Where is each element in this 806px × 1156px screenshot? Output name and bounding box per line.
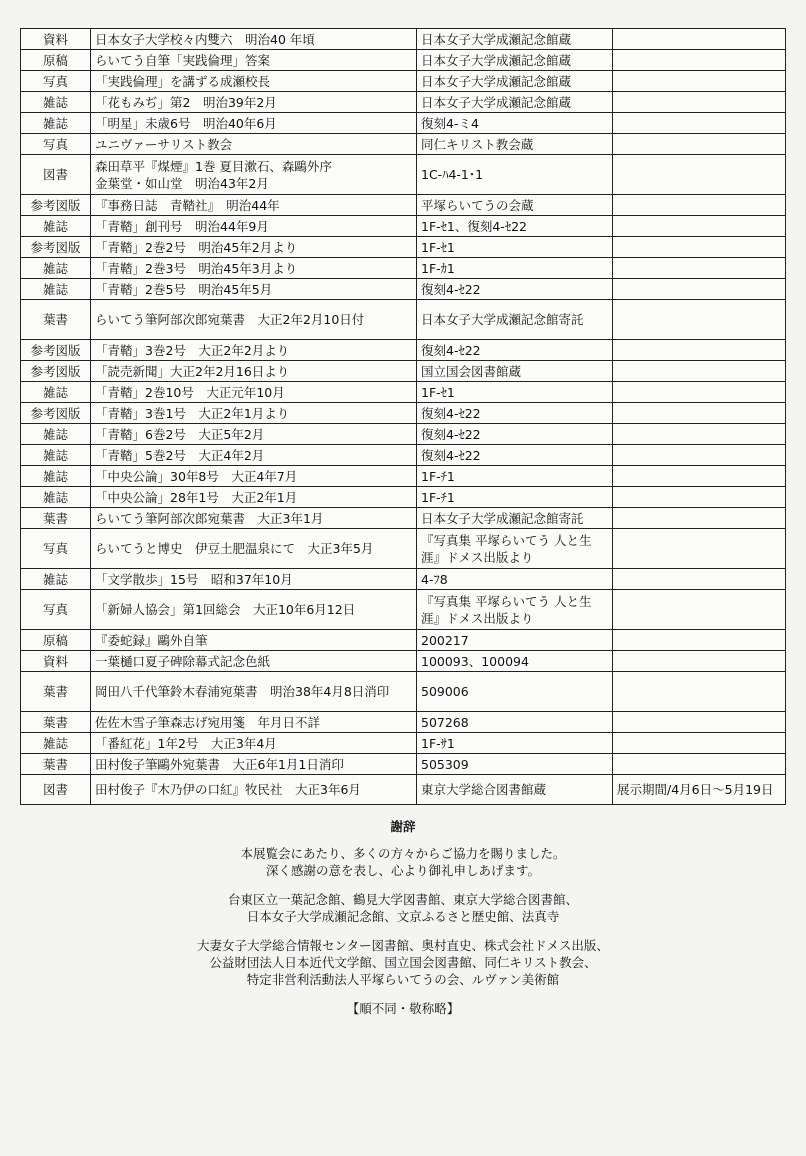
acknowledgment-intro-line: 深く感謝の意を表し、心より御礼申しあげます。 [265,863,540,878]
table-row [21,29,786,50]
acknowledgment-section [0,818,806,1017]
source-cell: 1F-ｾ1 [417,237,613,258]
source-cell: 復刻4-ｾ22 [417,340,613,361]
note-cell [613,29,786,50]
description-cell: 「読売新聞」大正2年2月16日より [91,361,417,382]
note-cell [613,424,786,445]
source-cell: 日本女子大学成瀬記念館寄託 [417,300,613,340]
description-cell: 田村俊子『木乃伊の口紅』牧民社 大正3年6月 [91,775,417,805]
note-cell [613,113,786,134]
table-row [21,258,786,279]
note-cell [613,508,786,529]
note-cell [613,445,786,466]
table-row [21,300,786,340]
source-cell: 東京大学総合図書館蔵 [417,775,613,805]
note-cell: 展示期間/4月6日～5月19日 [613,775,786,805]
description-cell: 佐佐木雪子筆森志げ宛用箋 年月日不詳 [91,712,417,733]
description-cell: 「青鞜」6巻2号 大正5年2月 [91,424,417,445]
source-cell: 『写真集 平塚らいてう 人と生涯』ドメス出版より [417,590,613,630]
note-cell [613,630,786,651]
source-cell: 復刻4-ｾ22 [417,279,613,300]
source-cell: 日本女子大学成瀬記念館蔵 [417,29,613,50]
category-cell: 参考図版 [21,195,91,216]
description-cell: らいてう筆阿部次郎宛葉書 大正3年1月 [91,508,417,529]
description-cell: 「青鞜」2巻2号 明治45年2月より [91,237,417,258]
table-row [21,508,786,529]
category-cell: 雑誌 [21,216,91,237]
source-cell: 復刻4-ｾ22 [417,445,613,466]
note-cell [613,92,786,113]
source-cell: 1F-ｾ1 [417,382,613,403]
description-cell: らいてう自筆「実践倫理」答案 [91,50,417,71]
table-row [21,71,786,92]
table-row [21,630,786,651]
note-cell [613,487,786,508]
description-cell: 「青鞜」2巻5号 明治45年5月 [91,279,417,300]
description-cell: ユニヴァーサリスト教会 [91,134,417,155]
description-cell: 日本女子大学校々内雙六 明治40 年頃 [91,29,417,50]
table-row [21,569,786,590]
exhibit-list-body [21,29,786,805]
source-cell: 1F-ﾁ1 [417,466,613,487]
source-cell: 日本女子大学成瀬記念館蔵 [417,92,613,113]
source-cell: 1C-ﾊ4-1･1 [417,155,613,195]
note-cell [613,569,786,590]
source-cell: 日本女子大学成瀬記念館寄託 [417,508,613,529]
description-cell: 「新婦人協会」第1回総会 大正10年6月12日 [91,590,417,630]
note-cell [613,529,786,569]
category-cell: 葉書 [21,300,91,340]
category-cell: 資料 [21,29,91,50]
acknowledgment-closing: 【順不同・敬称略】 [346,1001,460,1016]
category-cell: 葉書 [21,672,91,712]
description-cell: 「文学散歩」15号 昭和37年10月 [91,569,417,590]
description-cell: 「青鞜」3巻2号 大正2年2月より [91,340,417,361]
category-cell: 資料 [21,651,91,672]
description-cell: 「青鞜」2巻10号 大正元年10月 [91,382,417,403]
table-row [21,382,786,403]
acknowledgment-contributor-line: 特定非営利活動法人平塚らいてうの会、ルヴァン美術館 [246,972,560,987]
category-cell: 葉書 [21,712,91,733]
category-cell: 参考図版 [21,237,91,258]
description-cell: 田村俊子筆鷗外宛葉書 大正6年1月1日消印 [91,754,417,775]
table-row [21,216,786,237]
acknowledgment-intro-line: 本展覧会にあたり、多くの方々からご協力を賜りました。 [240,846,566,861]
category-cell: 図書 [21,155,91,195]
table-row [21,672,786,712]
category-cell: 原稿 [21,630,91,651]
category-cell: 葉書 [21,508,91,529]
table-row [21,487,786,508]
note-cell [613,50,786,71]
table-row [21,754,786,775]
category-cell: 雑誌 [21,382,91,403]
description-cell: 「実践倫理」を講ずる成瀬校長 [91,71,417,92]
category-cell: 雑誌 [21,258,91,279]
category-cell: 参考図版 [21,403,91,424]
table-row [21,466,786,487]
note-cell [613,340,786,361]
acknowledgment-contributor-line: 大妻女子大学総合情報センター図書館、奥村直史、株式会社ドメス出版、 [197,938,609,953]
note-cell [613,216,786,237]
acknowledgment-intro [0,845,806,879]
acknowledgment-institution-line: 日本女子大学成瀬記念館、文京ふるさと歴史館、法真寺 [246,909,560,924]
note-cell [613,672,786,712]
acknowledgment-contributors [0,937,806,988]
table-row [21,529,786,569]
category-cell: 雑誌 [21,733,91,754]
table-row [21,155,786,195]
table-row [21,195,786,216]
source-cell: 1F-ｾ1、復刻4-ｾ22 [417,216,613,237]
note-cell [613,382,786,403]
note-cell [613,134,786,155]
description-cell: 「中央公論」28年1号 大正2年1月 [91,487,417,508]
description-cell: 「青鞜」3巻1号 大正2年1月より [91,403,417,424]
description-cell: 「青鞜」2巻3号 明治45年3月より [91,258,417,279]
acknowledgment-contributor-line: 公益財団法人日本近代文学館、国立国会図書館、同仁キリスト教会、 [209,955,597,970]
table-row [21,361,786,382]
category-cell: 写真 [21,134,91,155]
note-cell [613,258,786,279]
exhibit-list-table [20,28,786,805]
description-cell: 「中央公論」30年8号 大正4年7月 [91,466,417,487]
category-cell: 雑誌 [21,445,91,466]
category-cell: 雑誌 [21,487,91,508]
source-cell: 日本女子大学成瀬記念館蔵 [417,50,613,71]
source-cell: 509006 [417,672,613,712]
table-row [21,403,786,424]
table-row [21,134,786,155]
source-cell: 507268 [417,712,613,733]
source-cell: 100093、100094 [417,651,613,672]
source-cell: 200217 [417,630,613,651]
note-cell [613,155,786,195]
note-cell [613,300,786,340]
table-row [21,424,786,445]
note-cell [613,237,786,258]
table-row [21,340,786,361]
note-cell [613,466,786,487]
category-cell: 雑誌 [21,569,91,590]
note-cell [613,71,786,92]
source-cell: 国立国会図書館蔵 [417,361,613,382]
acknowledgment-institution-line: 台東区立一葉記念館、鶴見大学図書館、東京大学総合図書館、 [227,892,578,907]
note-cell [613,712,786,733]
note-cell [613,279,786,300]
source-cell: 平塚らいてうの会蔵 [417,195,613,216]
note-cell [613,754,786,775]
description-cell: 岡田八千代筆鈴木春浦宛葉書 明治38年4月8日消印 [91,672,417,712]
category-cell: 写真 [21,529,91,569]
description-cell: 「番紅花」1年2号 大正3年4月 [91,733,417,754]
category-cell: 雑誌 [21,92,91,113]
category-cell: 参考図版 [21,361,91,382]
source-cell: 1F-ｶ1 [417,258,613,279]
table-row [21,92,786,113]
category-cell: 葉書 [21,754,91,775]
note-cell [613,361,786,382]
note-cell [613,733,786,754]
description-cell: 「花もみぢ」第2 明治39年2月 [91,92,417,113]
note-cell [613,590,786,630]
table-row [21,237,786,258]
table-row [21,279,786,300]
note-cell [613,651,786,672]
source-cell: 1F-ﾁ1 [417,487,613,508]
category-cell: 写真 [21,71,91,92]
description-cell: 「青鞜」創刊号 明治44年9月 [91,216,417,237]
source-cell: 同仁キリスト教会蔵 [417,134,613,155]
category-cell: 図書 [21,775,91,805]
table-row [21,775,786,805]
description-cell: 『事務日誌 青鞜社』 明治44年 [91,195,417,216]
source-cell: 復刻4-ミ4 [417,113,613,134]
table-row [21,50,786,71]
category-cell: 雑誌 [21,424,91,445]
description-cell: 一葉樋口夏子碑除幕式記念色紙 [91,651,417,672]
source-cell: 復刻4-ｾ22 [417,403,613,424]
description-cell: 『委蛇録』鷗外自筆 [91,630,417,651]
description-cell: 「青鞜」5巻2号 大正4年2月 [91,445,417,466]
source-cell: 『写真集 平塚らいてう 人と生涯』ドメス出版より [417,529,613,569]
table-row [21,445,786,466]
description-cell: らいてう筆阿部次郎宛葉書 大正2年2月10日付 [91,300,417,340]
note-cell [613,403,786,424]
category-cell: 写真 [21,590,91,630]
table-row [21,733,786,754]
source-cell: 日本女子大学成瀬記念館蔵 [417,71,613,92]
category-cell: 雑誌 [21,279,91,300]
table-row [21,651,786,672]
category-cell: 雑誌 [21,466,91,487]
description-cell: 森田草平『煤煙』1巻 夏目漱石、森鷗外序 金葉堂・如山堂 明治43年2月 [91,155,417,195]
source-cell: 4-ﾌ8 [417,569,613,590]
category-cell: 原稿 [21,50,91,71]
description-cell: 「明星」未歳6号 明治40年6月 [91,113,417,134]
category-cell: 雑誌 [21,113,91,134]
category-cell: 参考図版 [21,340,91,361]
table-row [21,712,786,733]
acknowledgment-institutions [0,891,806,925]
table-row [21,113,786,134]
source-cell: 505309 [417,754,613,775]
description-cell: らいてうと博史 伊豆土肥温泉にて 大正3年5月 [91,529,417,569]
note-cell [613,195,786,216]
source-cell: 1F-ｻ1 [417,733,613,754]
table-row [21,590,786,630]
source-cell: 復刻4-ｾ22 [417,424,613,445]
acknowledgment-title: 謝辞 [390,819,416,834]
